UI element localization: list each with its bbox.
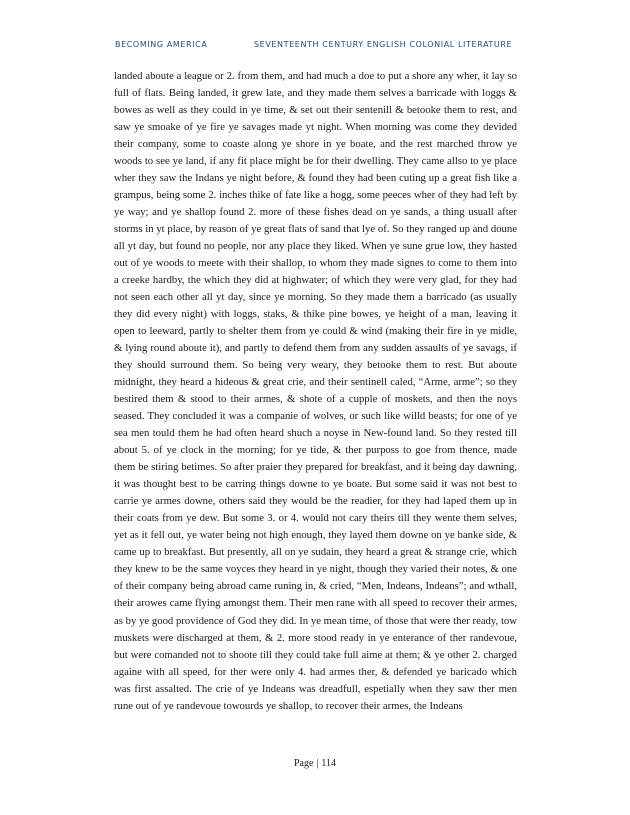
body-paragraph: landed aboute a league or 2. from them, and had much a doe to put a shore any wher, it lay so full of flats. Being landed, it grew late, and they made them selves a barricade with loggs & bowes as well as they could in ye time, & set out their sentenill & betooke them to rest, and saw ye smoake of ye fire ye savages made yt night. When morning was come they devided their company, some to coaste along ye shore in ye boate, and the rest marched throw ye woods to see ye land, if any fit place might be for their dwelling. They came allso to ye place wher they saw the Indans ye night before, & found they had been cuting up a great fish like a grampus, being some 2. inches thike of fate like a hogg, some peeces wher of they had left by ye way; and ye shallop found 2. more of these fishes dead on ye sands, a thing usuall after storms in yt place, by reason of ye great flats of sand that lye of. So they ranged up and doune all yt day, but found no people, nor any place they liked. When ye sune grue low, they hasted out of ye woods to meete with their shallop, to whom they made signes to come to them into a creeke hardby, the which they did at highwater; of which they were very glad, for they had not seen each other all yt day, since ye morning. So they made them a barricado (as usually they did every night) with loggs, staks, & thike pine bowes, ye height of a man, leaving it open to leeward, partly to shelter them from ye could & wind (making their fire in ye midle, & lying round aboute it), and partly to defend them from any sudden assaults of ye savags, if they should surround them. So being very weary, they betooke them to rest. But aboute midnight, they heard a hideous & great crie, and their sentinell caled, “Arme, arme”; so they bestired them & stood to their armes, & shote of a cupple of moskets, and then the noys seased. They concluded it was a companie of wolves, or such like willd beasts; for one of ye sea men tould them he had often heard shuch a noyse in New-found land. So they rested till about 5. of ye clock in the morning; for ye tide, & ther purposs to goe from thence, made them be stiring betimes. So after praier they prepared for breakfast, and it being day dawning, it was thought best to be carring things downe to ye boate. But some said it was not best to carrie ye armes downe, others said they would be the readier, for they had laped them up in their coats from ye dew. But some 3. or 4. would not cary theirs till they wente them selves, yet as it fell out, ye water being not high enough, they layed them downe on ye banke side, & came up to breakfast. But presently, all on ye sudain, they heard a great & strange crie, which they knew to be the same voyces they heard in ye night, though they varied their notes, & one of their company being abroad came runing in, & cried, “Men, Indeans, Indeans”; and wthall, their arowes came flying amongst them. Their men rane with all speed to recover their armes, as by ye good providence of God they did. In ye mean time, of those that were ther ready, tow muskets were discharged at them, & 2. more stood ready in ye enterance of ther randevoue, but were comanded not to shoote till they could take full aime at them; & ye other 2. charged againe with all speed, for ther were only 4. had armes ther, & defended ye baricado which was first assalted. The crie of ye Indeans was dreadfull, espetially when they saw ther men rune out of ye randevoue towourds ye shallop, to recover their armes, the Indeans	[114, 70, 517, 712]
page-separator: |	[316, 758, 319, 769]
page-label: Page	[293, 758, 314, 769]
header-book-title: BECOMING AMERICA	[115, 40, 208, 49]
page-number: 114	[321, 758, 337, 769]
header-section-title: SEVENTEENTH CENTURY ENGLISH COLONIAL LITERATURE	[254, 40, 513, 49]
running-header	[115, 40, 515, 54]
page-footer	[0, 758, 630, 769]
